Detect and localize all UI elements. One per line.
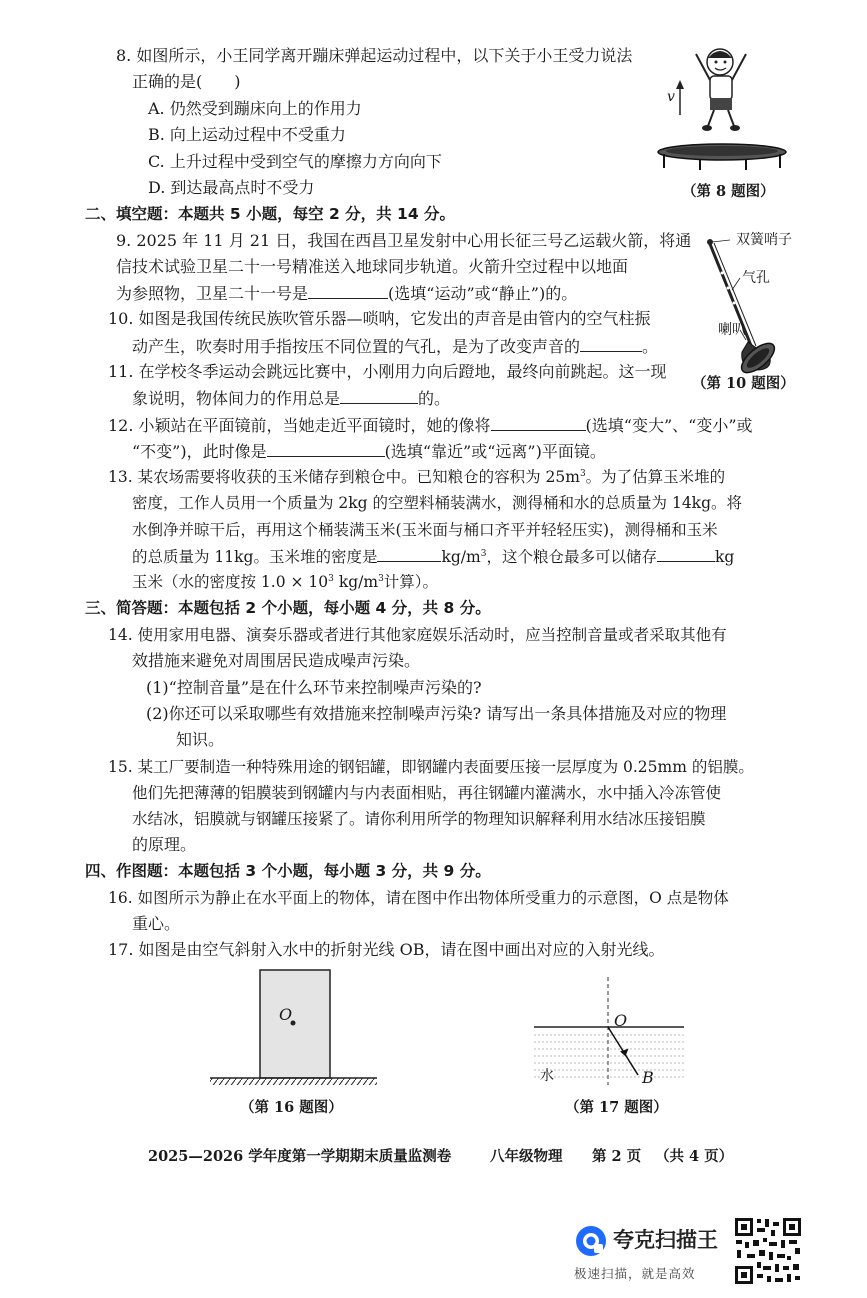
q8-option-b: B. 向上运动过程中不受重力 <box>148 125 346 144</box>
q8-trampoline-figure <box>650 40 800 180</box>
q11-answer-blank[interactable] <box>340 388 418 404</box>
q17-label-water: 水 <box>540 1068 554 1084</box>
q14-sub2-line2: 知识。 <box>176 730 225 749</box>
q13-line3: 水倒净并晾干后，再用这个桶装满玉米(玉米面与桶口齐平并轻轻压实)，测得桶和玉米 <box>132 521 718 539</box>
q11-line1: 11. 在学校冬季运动会跳远比赛中，小刚用力向后蹬地，最终向前跳起。这一现 <box>108 362 667 381</box>
q9-line1: 9. 2025 年 11 月 21 日，我国在西昌卫星发射中心用长征三号乙运载火箭，将通 <box>116 231 692 250</box>
q13-line4-text-d: kg <box>714 548 735 566</box>
q13-line5-sup2: 3 <box>378 573 384 584</box>
q13-line1-text-b: 。为了估算玉米堆的 <box>585 468 726 486</box>
footer-total-pages: （共 4 页） <box>655 1148 734 1165</box>
q12-line2 <box>132 441 606 462</box>
q16-line2: 重心。 <box>132 914 181 933</box>
q10-label-horn: 喇叭 <box>718 322 746 338</box>
q14-line2: 效措施来避免对周围居民造成噪声污染。 <box>132 651 421 670</box>
q14-sub1: (1)“控制音量”是在什么环节来控制噪声污染的? <box>146 678 482 697</box>
footer-page: 第 2 页 <box>592 1148 642 1165</box>
section-2-title: 二、填空题：本题共 5 小题，每空 2 分，共 14 分。 <box>85 205 456 223</box>
q13-line5-text-a: 玉米（水的密度按 1.0 × 10 <box>132 573 329 591</box>
q13-line1-sup: 3 <box>579 468 586 479</box>
q8-stem-line1: 8. 如图所示，小王同学离开蹦床弹起运动过程中，以下关于小王受力说法 <box>116 46 633 65</box>
q10-figure-caption: （第 10 题图） <box>692 375 795 392</box>
q9-line3-text-b: (选填“运动”或“静止”)的。 <box>388 284 578 303</box>
q11-line2-text-b: 的。 <box>418 389 451 408</box>
footer-exam-title: 2025—2026 学年度第一学期期末质量监测卷 <box>148 1148 452 1165</box>
q17-label-o: O <box>614 1011 628 1030</box>
q15-line3: 水结冰，铝膜就与钢罐压接紧了。请你利用所学的物理知识解释利用水结冰压接铝膜 <box>132 810 706 828</box>
q12-line2-text-b: (选填“靠近”或“远离”)平面镜。 <box>384 442 606 461</box>
q13-line5 <box>132 572 438 592</box>
q10-line2-text-a: 动产生，吹奏时用手指按压不同位置的气孔，是为了改变声音的 <box>132 337 581 356</box>
q10-label-reed: 双簧哨子 <box>736 232 792 248</box>
q13-line4-unit: kg/m <box>441 548 481 566</box>
q10-label-hole: 气孔 <box>742 270 770 286</box>
q9-answer-blank[interactable] <box>308 283 388 299</box>
q11-line2 <box>132 388 450 409</box>
q13-line5-text-b: kg/m <box>333 573 379 591</box>
q12-line2-text-a: “不变”)，此时像是 <box>132 442 267 461</box>
q10-line1: 10. 如图是我国传统民族吹管乐器—唢呐，它发出的声音是由管内的空气柱振 <box>108 309 651 328</box>
q12-answer-blank-1[interactable] <box>491 415 586 431</box>
q13-line4-sup: 3 <box>480 548 487 559</box>
q17-line1: 17. 如图是由空气斜射入水中的折射光线 OB，请在图中画出对应的入射光线。 <box>108 940 665 959</box>
q16-label-o: O <box>279 1005 293 1024</box>
q10-suona-figure <box>700 230 850 375</box>
footer-subject: 八年级物理 <box>490 1148 563 1165</box>
q14-sub2-line1: (2)你还可以采取哪些有效措施来控制噪声污染? 请写出一条具体措施及对应的物理 <box>146 704 727 723</box>
q16-figure-caption: （第 16 题图） <box>240 1099 343 1116</box>
q13-line2: 密度，工作人员用一个质量为 2kg 的空塑料桶装满水，测得桶和水的总质量为 14kg。将 <box>132 494 742 512</box>
q13-answer-blank-2[interactable] <box>657 546 715 562</box>
q17-label-b: B <box>642 1068 654 1087</box>
q10-answer-blank[interactable] <box>580 336 642 352</box>
q9-line2: 信技术试验卫星二十一号精准送入地球同步轨道。火箭升空过程中以地面 <box>116 257 629 276</box>
q15-line1: 15. 某工厂要制造一种特殊用途的钢铝罐，即钢罐内表面要压接一层厚度为 0.25mm 的铝膜。 <box>108 758 754 776</box>
q13-answer-blank-1[interactable] <box>377 546 441 562</box>
q11-line2-text-a: 象说明，物体间力的作用总是 <box>132 389 341 408</box>
scanner-app-name: 夸克扫描王 <box>613 1228 718 1252</box>
q15-line4: 的原理。 <box>132 835 197 854</box>
q9-line3-text-a: 为参照物，卫星二十一号是 <box>116 284 309 303</box>
qr-code-icon <box>733 1216 803 1286</box>
q10-line2 <box>132 336 658 357</box>
q13-line5-sup1: 3 <box>328 573 334 584</box>
q16-line1: 16. 如图所示为静止在水平面上的物体，请在图中作出物体所受重力的示意图，O 点是物体 <box>108 889 729 907</box>
q8-stem-line2: 正确的是( ) <box>132 72 241 91</box>
q8-option-a: A. 仍然受到蹦床向上的作用力 <box>148 99 362 118</box>
q9-line3 <box>116 283 577 304</box>
q12-line1-text-a: 12. 小颖站在平面镜前，当她走近平面镜时，她的像将 <box>108 416 491 435</box>
q13-line4-text-c: ，这个粮仓最多可以储存 <box>486 548 657 566</box>
q13-line5-text-c: 计算）。 <box>383 573 439 591</box>
q8-option-d: D. 到达最高点时不受力 <box>148 178 315 197</box>
q15-line2: 他们先把薄薄的铝膜装到钢罐内与内表面相贴，再往钢罐内灌满水，水中插入冷冻管使 <box>132 784 722 802</box>
section-3-title: 三、简答题：本题包括 2 个小题，每小题 4 分，共 8 分。 <box>85 599 491 617</box>
q8-velocity-label: v <box>667 89 675 105</box>
q13-line1 <box>108 467 725 487</box>
q13-line4-text-a: 的总质量为 11kg。玉米堆的密度是 <box>132 548 378 566</box>
q13-line1-text-a: 13. 某农场需要将收获的玉米储存到粮仓中。已知粮仓的容积为 25m <box>108 468 580 486</box>
q12-line1-text-b: (选填“变大”、“变小”或 <box>585 416 753 435</box>
section-4-title: 四、作图题：本题包括 3 个小题，每小题 3 分，共 9 分。 <box>85 862 491 880</box>
q12-answer-blank-2[interactable] <box>267 441 385 457</box>
scanner-slogan: 极速扫描，就是高效 <box>574 1266 696 1281</box>
q12-line1 <box>108 415 753 436</box>
quark-logo-icon <box>574 1224 608 1258</box>
q10-line2-text-b: 。 <box>642 337 659 356</box>
q8-figure-caption: （第 8 题图） <box>682 183 775 200</box>
q8-option-c: C. 上升过程中受到空气的摩擦力方向向下 <box>148 152 442 171</box>
q14-line1: 14. 使用家用电器、演奏乐器或者进行其他家庭娱乐活动时，应当控制音量或者采取其他有 <box>108 626 727 644</box>
q17-figure-caption: （第 17 题图） <box>565 1099 668 1116</box>
q16-block-figure <box>205 968 385 1086</box>
q13-line4 <box>132 546 734 567</box>
q17-refraction-figure <box>532 975 692 1090</box>
